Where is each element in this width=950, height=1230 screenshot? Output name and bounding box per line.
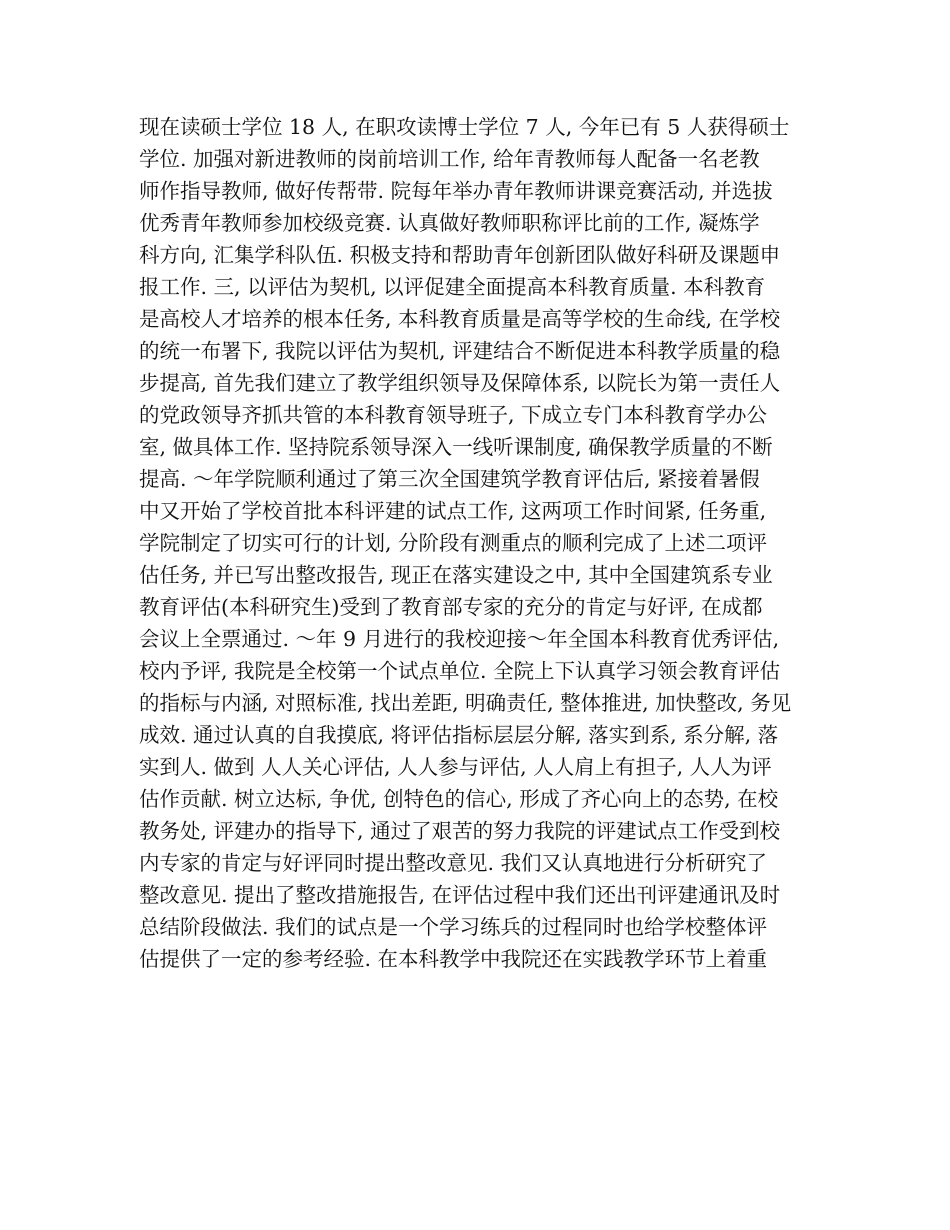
text-line: 内专家的肯定与好评同时提出整改意见. 我们又认真地进行分析研究了 xyxy=(139,851,768,875)
text-line: 估作贡献. 树立达标, 争优, 创特色的信心, 形成了齐心向上的态势, 在校 xyxy=(139,787,779,811)
text-line: 学院制定了切实可行的计划, 分阶段有测重点的顺利完成了上述二项评 xyxy=(139,531,768,555)
text-line: 现在读硕士学位 18 人, 在职攻读博士学位 7 人, 今年已有 5 人获得硕士 xyxy=(139,115,790,139)
text-line: 教育评估(本科研究生)受到了教育部专家的充分的肯定与好评, 在成都 xyxy=(139,595,763,619)
text-line: 实到人. 做到 人人关心评估, 人人参与评估, 人人肩上有担子, 人人为评 xyxy=(139,755,772,779)
text-line: 的统一布署下, 我院以评估为契机, 评建结合不断促进本科教学质量的稳 xyxy=(139,339,781,363)
text-line: 教务处, 评建办的指导下, 通过了艰苦的努力我院的评建试点工作受到校 xyxy=(139,819,781,843)
text-line: 是高校人才培养的根本任务, 本科教育质量是高等学校的生命线, 在学校 xyxy=(139,307,781,331)
text-line: 优秀青年教师参加校级竞赛. 认真做好教师职称评比前的工作, 凝炼学 xyxy=(139,211,760,235)
text-line: 的指标与内涵, 对照标准, 找出差距, 明确责任, 整体推进, 加快整改, 务见 xyxy=(139,691,792,715)
text-line: 会议上全票通过. ～年 9 月进行的我校迎接～年全国本科教育优秀评估, xyxy=(139,627,780,651)
text-line: 中又开始了学校首批本科评建的试点工作, 这两项工作时间紧, 任务重, xyxy=(139,499,767,523)
body-text xyxy=(139,111,819,975)
text-line: 校内予评, 我院是全校第一个试点单位. 全院上下认真学习领会教育评估 xyxy=(139,659,781,683)
text-line: 成效. 通过认真的自我摸底, 将评估指标层层分解, 落实到系, 系分解, 落 xyxy=(139,723,779,747)
text-line: 总结阶段做法. 我们的试点是一个学习练兵的过程同时也给学校整体评 xyxy=(139,915,768,939)
text-line: 室, 做具体工作. 坚持院系领导深入一线听课制度, 确保教学质量的不断 xyxy=(139,435,773,459)
text-line: 提高. ～年学院顺利通过了第三次全国建筑学教育评估后, 紧接着暑假 xyxy=(139,467,760,491)
text-line: 整改意见. 提出了整改措施报告, 在评估过程中我们还出刊评建通讯及时 xyxy=(139,883,781,907)
text-line: 科方向, 汇集学科队伍. 积极支持和帮助青年创新团队做好科研及课题申 xyxy=(139,243,781,267)
text-line: 估提供了一定的参考经验. 在本科教学中我院还在实践教学环节上着重 xyxy=(139,947,768,971)
text-line: 的党政领导齐抓共管的本科教育领导班子, 下成立专门本科教育学办公 xyxy=(139,403,768,427)
text-line: 师作指导教师, 做好传帮带. 院每年举办青年教师讲课竞赛活动, 并选拔 xyxy=(139,179,773,203)
text-line: 报工作. 三, 以评估为契机, 以评促建全面提高本科教育质量. 本科教育 xyxy=(139,275,766,299)
text-line: 估任务, 并已写出整改报告, 现正在落实建设之中, 其中全国建筑系专业 xyxy=(139,563,773,587)
text-line: 步提高, 首先我们建立了教学组织领导及保障体系, 以院长为第一责任人 xyxy=(139,371,781,395)
text-line: 学位. 加强对新进教师的岗前培训工作, 给年青教师每人配备一名老教 xyxy=(139,147,760,171)
